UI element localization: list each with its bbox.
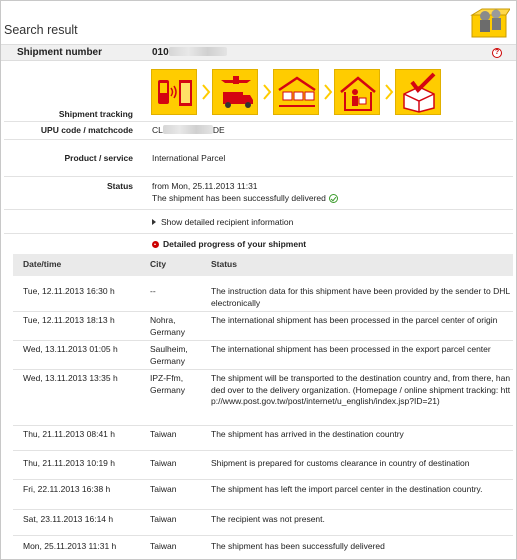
collapse-icon (152, 241, 159, 248)
progress-table-header (13, 254, 513, 276)
shipment-number-value: 010 (152, 47, 227, 58)
row-city: -- (150, 286, 156, 296)
check-icon (329, 194, 338, 203)
redacted-upu (163, 125, 213, 134)
row-date: Wed, 13.11.2013 13:35 h (23, 373, 118, 383)
parcel-center-icon (273, 69, 319, 115)
row-date: Thu, 21.11.2013 10:19 h (23, 458, 116, 468)
row-status: The recipient was not present. (211, 514, 325, 524)
arrow-icon (322, 83, 334, 101)
show-recipient-link[interactable]: Show detailed recipient information (152, 217, 293, 227)
arrow-icon (200, 83, 212, 101)
detailed-progress-link[interactable]: Detailed progress of your shipment (152, 239, 306, 249)
upu-value: CL DE (152, 125, 225, 135)
product-label: Product / service (64, 153, 133, 163)
expand-arrow-icon (152, 219, 156, 225)
pickup-icon (151, 69, 197, 115)
divider (4, 209, 513, 210)
row-city: Taiwan (150, 458, 177, 468)
row-status: The shipment has left the import parcel center in the destination country. (211, 484, 483, 494)
column-header: Status (211, 259, 237, 269)
row-date: Thu, 21.11.2013 08:41 h (23, 429, 116, 439)
arrow-icon (261, 83, 273, 101)
shipment-number-label: Shipment number (17, 47, 103, 58)
upu-label: UPU code / matchcode (40, 125, 133, 135)
transport-icon (212, 69, 258, 115)
row-date: Mon, 25.11.2013 11:31 h (23, 541, 117, 551)
dhl-logo-icon (468, 3, 510, 39)
row-status: The international shipment has been processed in the parcel center of origin (211, 315, 498, 325)
status-label: Status (107, 181, 133, 191)
row-status: Shipment is prepared for customs clearance in country of destination (211, 458, 470, 468)
row-date: Tue, 12.11.2013 18:13 h (23, 315, 115, 325)
tracking-label: Shipment tracking (58, 109, 133, 119)
row-city: IPZ-Ffm, Germany (150, 373, 185, 395)
row-city: Taiwan (150, 429, 177, 439)
status-text: The shipment has been successfully delivered (152, 193, 338, 203)
row-status: The shipment has been successfully delivered (211, 541, 385, 551)
row-city: Taiwan (150, 514, 177, 524)
redacted-number (169, 47, 227, 56)
divider (4, 139, 513, 140)
divider (4, 233, 513, 234)
delivered-icon (395, 69, 441, 115)
row-city: Taiwan (150, 541, 177, 551)
row-status: The shipment has arrived in the destination country (211, 429, 404, 439)
row-date: Sat, 23.11.2013 16:14 h (23, 514, 114, 524)
row-status: The shipment will be transported to the destination country and, from there, handed over to the delivery organization. (Homepage / online shipment tracking: http://www.post.gov.tw/post/internet/u_english/index.jsp?ID=21) (211, 373, 511, 406)
row-city: Saulheim, Germany (150, 344, 188, 366)
status-date: from Mon, 25.11.2013 11:31 (152, 181, 258, 191)
row-date: Fri, 22.11.2013 16:38 h (23, 484, 111, 494)
row-date: Wed, 13.11.2013 01:05 h (23, 344, 118, 354)
row-date: Tue, 12.11.2013 16:30 h (23, 286, 115, 296)
row-city: Taiwan (150, 484, 177, 494)
divider (4, 176, 513, 177)
product-value: International Parcel (152, 153, 226, 163)
page-title: Search result (4, 23, 78, 37)
row-status: The instruction data for this shipment have been provided by the sender to DHL electronically (211, 286, 510, 308)
column-header: Date/time (23, 259, 62, 269)
divider (4, 121, 513, 122)
row-city: Nohra, Germany (150, 315, 185, 337)
delivery-icon (334, 69, 380, 115)
column-header: City (150, 259, 167, 269)
row-status: The international shipment has been processed in the export parcel center (211, 344, 491, 354)
arrow-icon (383, 83, 395, 101)
help-button[interactable]: ? (492, 48, 502, 58)
shipment-number-bar (1, 44, 516, 61)
